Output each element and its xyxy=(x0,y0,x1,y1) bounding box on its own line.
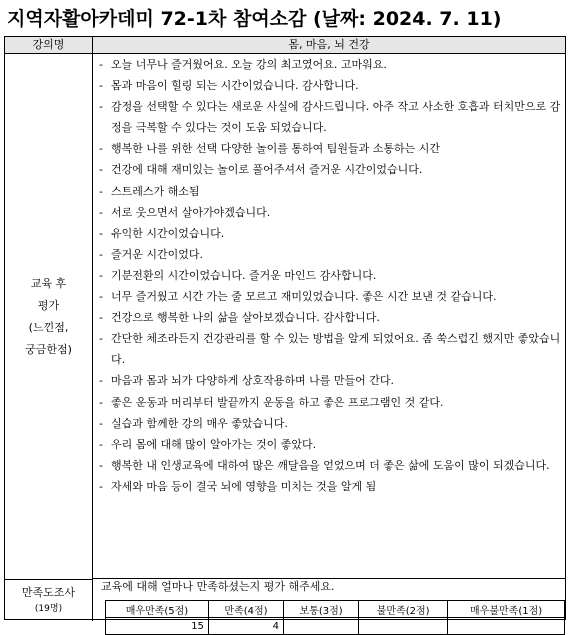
evaluation-label-line2: 평가 xyxy=(37,298,60,312)
survey-table xyxy=(4,36,566,632)
comment-dash: - xyxy=(99,311,103,325)
comment-dash: - xyxy=(99,58,103,71)
comment-dash: - xyxy=(99,479,103,493)
comment-dash: - xyxy=(99,79,103,93)
comment-text: 좋은 운동과 머리부터 발끝까지 운동을 하고 좋은 프로그램인 것 같다. xyxy=(111,395,444,409)
rating-value xyxy=(284,618,359,635)
rating-header: 매우불만족(1점) xyxy=(448,601,565,618)
rating-value: 4 xyxy=(208,618,283,635)
comment-dash: - xyxy=(99,226,103,240)
comment-text: 실습과 함께한 강의 매우 좋았습니다. xyxy=(111,416,288,430)
comment-text: 오늘 너무나 즐거웠어요. 오늘 강의 최고였어요. 고마워요. xyxy=(111,58,387,71)
comment-item xyxy=(99,159,565,180)
comment-item xyxy=(99,392,565,413)
comment-item xyxy=(99,54,565,75)
lecture-name-value: 몸, 마음, 뇌 건강 xyxy=(288,38,370,51)
comment-item xyxy=(99,476,565,497)
rating-header: 만족(4점) xyxy=(208,601,283,618)
rating-header: 매우만족(5점) xyxy=(106,601,209,618)
comment-item xyxy=(99,181,565,202)
comment-item xyxy=(99,96,565,138)
comment-text: 즐거운 시간이었다. xyxy=(111,247,204,261)
satisfaction-table xyxy=(105,600,565,635)
comment-text: 너무 즐거웠고 시간 가는 줄 모르고 재미있었습니다. 좋은 시간 보낸 것 같습니다. xyxy=(111,290,497,304)
comment-dash: - xyxy=(99,100,103,114)
comment-text: 기분전환의 시간이었습니다. 즐거운 마인드 감사합니다. xyxy=(111,268,377,282)
satisfaction-cell xyxy=(93,580,565,632)
comment-dash: - xyxy=(99,247,103,261)
satisfaction-question: 교육에 대해 얼마나 만족하셨는지 평가 해주세요. xyxy=(101,580,335,593)
comment-dash: - xyxy=(99,395,103,409)
comment-text: 서로 웃으면서 살아가야겠습니다. xyxy=(111,205,271,219)
comment-dash: - xyxy=(99,458,103,472)
evaluation-label-line1: 교육 후 xyxy=(30,276,67,290)
evaluation-label-line3: (느낀점, xyxy=(28,320,69,334)
comment-item xyxy=(99,223,565,244)
comment-dash: - xyxy=(99,268,103,282)
respondent-count: (19명) xyxy=(34,603,63,614)
rating-value xyxy=(359,618,448,635)
satisfaction-label: 만족도조사 xyxy=(21,585,76,599)
comment-dash: - xyxy=(99,332,103,346)
comment-item xyxy=(99,286,565,307)
comment-text: 몸과 마음이 힐링 되는 시간이었습니다. 감사합니다. xyxy=(111,79,359,93)
comment-text: 스트레스가 해소됨 xyxy=(111,184,200,198)
page-title: 지역자활아카데미 72-1차 참여소감 (날짜: 2024. 7. 11) xyxy=(7,8,502,30)
comment-text: 행복한 나를 위한 선택 다양한 놀이를 통하여 팀원들과 소통하는 시간 xyxy=(111,142,440,156)
comment-dash: - xyxy=(99,290,103,304)
comment-text: 유익한 시간이었습니다. xyxy=(111,226,225,240)
satisfaction-value-row xyxy=(106,618,565,635)
comment-dash: - xyxy=(99,142,103,156)
satisfaction-label-cell xyxy=(5,580,93,621)
comment-item xyxy=(99,244,565,265)
comment-item xyxy=(99,455,565,476)
rating-value: 15 xyxy=(106,618,209,635)
comment-item xyxy=(99,75,565,96)
comment-text: 자세와 마음 등이 결국 뇌에 영향을 미치는 것을 알게 됨 xyxy=(111,479,377,493)
comment-text: 우리 몸에 대해 많이 알아가는 것이 좋았다. xyxy=(111,437,317,451)
comment-text: 건강에 대해 재미있는 놀이로 풀어주셔서 즐거운 시간이었습니다. xyxy=(111,163,423,177)
lecture-name-label: 강의명 xyxy=(5,37,93,53)
rating-header: 보통(3점) xyxy=(284,601,359,618)
comment-item xyxy=(99,328,565,370)
evaluation-label-line4: 궁금한점) xyxy=(25,342,72,356)
comment-text: 행복한 내 인생교육에 대하여 많은 깨달음을 얻었으며 더 좋은 삶에 도움이 많이 되겠습니다. xyxy=(111,458,550,472)
comment-text: 마음과 몸과 뇌가 다양하게 상호작용하며 나를 만들어 간다. xyxy=(111,374,394,388)
comment-text: 간단한 체조라든지 건강관리를 할 수 있는 방법을 알게 되었어요. 좀 쑥스럽긴 했지만 좋았습니다. xyxy=(111,332,561,367)
rating-header: 불만족(2점) xyxy=(359,601,448,618)
comment-dash: - xyxy=(99,416,103,430)
satisfaction-header-row xyxy=(106,601,565,618)
comment-dash: - xyxy=(99,437,103,451)
comment-dash: - xyxy=(99,184,103,198)
header-row xyxy=(5,37,565,54)
comments-list xyxy=(93,54,565,579)
evaluation-label-cell xyxy=(5,54,93,580)
comment-item xyxy=(99,413,565,434)
comment-item xyxy=(99,265,565,286)
comment-dash: - xyxy=(99,205,103,219)
comment-item xyxy=(99,202,565,223)
rating-value xyxy=(448,618,565,635)
comment-text: 건강으로 행복한 나의 삶을 살아보겠습니다. 감사합니다. xyxy=(111,311,380,325)
comment-item xyxy=(99,434,565,455)
comment-item xyxy=(99,138,565,159)
comment-item xyxy=(99,307,565,328)
comment-item xyxy=(99,370,565,391)
comment-dash: - xyxy=(99,163,103,177)
comment-text: 감정을 선택할 수 있다는 새로운 사실에 감사드립니다. 아주 작고 사소한 호흡과 터치만으로 감정을 극복할 수 있다는 것이 도움 되었습니다. xyxy=(111,100,561,135)
comment-dash: - xyxy=(99,374,103,388)
